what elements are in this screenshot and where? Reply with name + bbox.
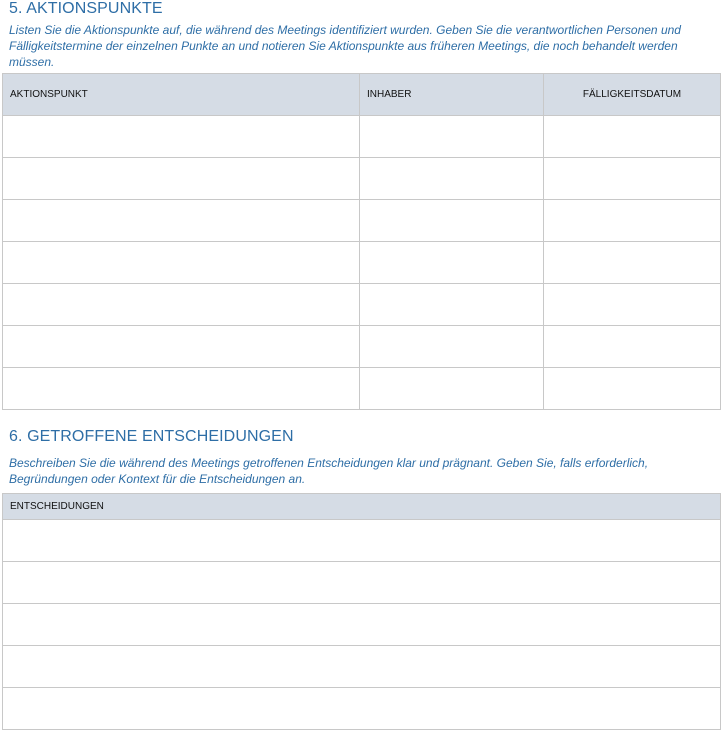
table-header-row — [3, 494, 721, 520]
decision-cell[interactable] — [3, 604, 721, 646]
column-header-owner: INHABER — [360, 74, 544, 116]
table-row — [3, 242, 721, 284]
action-item-cell[interactable] — [3, 242, 360, 284]
table-row — [3, 326, 721, 368]
section-description-decisions: Beschreiben Sie die während des Meetings getroffenen Entscheidungen klar und prägnant. Geben Sie, falls erforderlich, Begründungen oder Kontext für die Entscheidungen an. — [9, 456, 649, 486]
owner-cell[interactable] — [360, 326, 544, 368]
action-item-cell[interactable] — [3, 158, 360, 200]
due-date-cell[interactable] — [544, 158, 721, 200]
table-row — [3, 368, 721, 410]
table-row — [3, 158, 721, 200]
table-row — [3, 688, 721, 730]
owner-cell[interactable] — [360, 200, 544, 242]
decision-cell[interactable] — [3, 562, 721, 604]
due-date-cell[interactable] — [544, 242, 721, 284]
table-row — [3, 646, 721, 688]
column-header-action-item: AKTIONSPUNKT — [3, 74, 360, 116]
due-date-cell[interactable] — [544, 116, 721, 158]
section-title-decisions: 6. GETROFFENE ENTSCHEIDUNGEN — [9, 428, 294, 445]
table-row — [3, 116, 721, 158]
owner-cell[interactable] — [360, 242, 544, 284]
column-header-decisions: ENTSCHEIDUNGEN — [3, 494, 721, 520]
section-title-action-items: 5. AKTIONSPUNKTE — [9, 0, 163, 17]
table-row — [3, 562, 721, 604]
owner-cell[interactable] — [360, 284, 544, 326]
owner-cell[interactable] — [360, 116, 544, 158]
action-item-cell[interactable] — [3, 284, 360, 326]
due-date-cell[interactable] — [544, 368, 721, 410]
action-item-cell[interactable] — [3, 326, 360, 368]
table-row — [3, 520, 721, 562]
due-date-cell[interactable] — [544, 284, 721, 326]
decision-cell[interactable] — [3, 520, 721, 562]
table-header-row — [3, 74, 721, 116]
action-item-cell[interactable] — [3, 368, 360, 410]
action-items-table — [2, 73, 721, 410]
due-date-cell[interactable] — [544, 326, 721, 368]
owner-cell[interactable] — [360, 158, 544, 200]
decisions-table — [2, 493, 721, 730]
table-row — [3, 604, 721, 646]
action-item-cell[interactable] — [3, 200, 360, 242]
decision-cell[interactable] — [3, 646, 721, 688]
owner-cell[interactable] — [360, 368, 544, 410]
decision-cell[interactable] — [3, 688, 721, 730]
due-date-cell[interactable] — [544, 200, 721, 242]
action-item-cell[interactable] — [3, 116, 360, 158]
section-description-action-items: Listen Sie die Aktionspunkte auf, die während des Meetings identifiziert wurden. Geben Sie die verantwortlichen Personen und Fälligkeitstermine der einzelnen Punkte an und notieren Sie Aktionspunkte aus früheren Meetings, die noch behandelt werden müssen. — [9, 23, 681, 69]
table-row — [3, 200, 721, 242]
table-row — [3, 284, 721, 326]
column-header-due-date: FÄLLIGKEITSDATUM — [544, 74, 721, 116]
